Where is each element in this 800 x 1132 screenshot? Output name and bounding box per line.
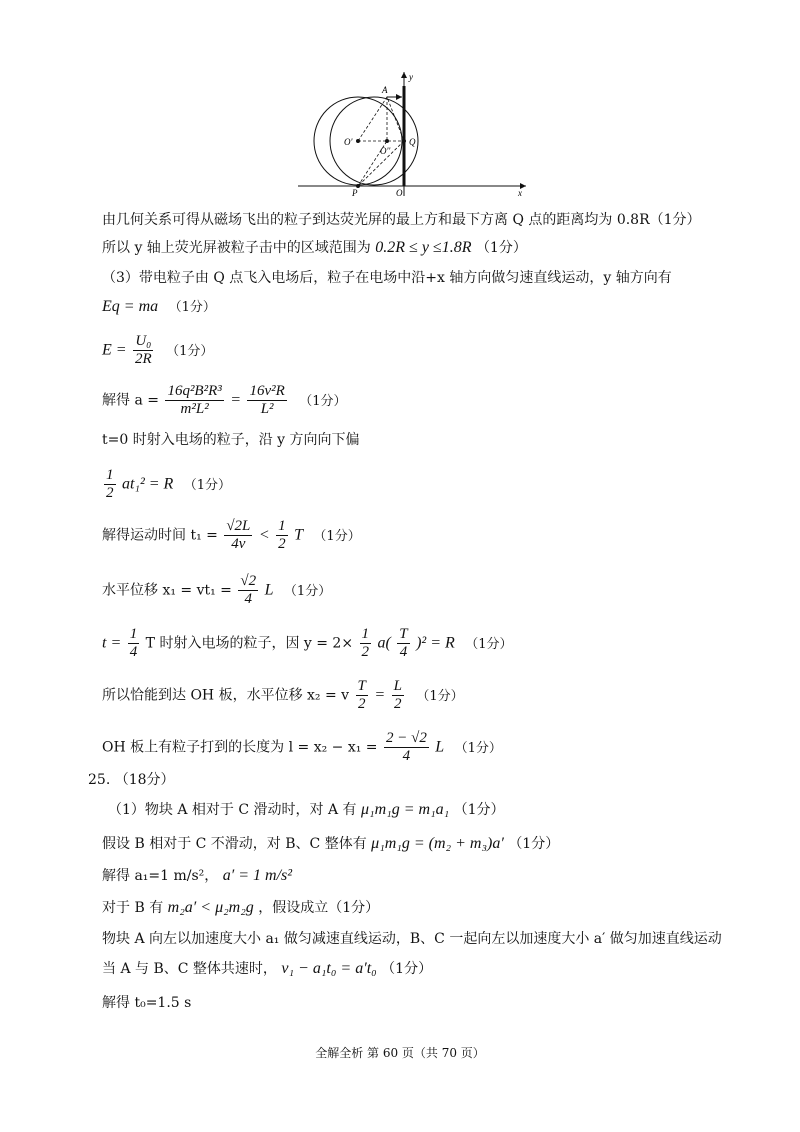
- line-21: 解得 t₀=1.5 s: [102, 995, 192, 1011]
- line-15-formula: μ₁m₁g = m₁a₁: [361, 801, 450, 818]
- page-footer: 全解全析 第 60 页（共 70 页）: [315, 1046, 485, 1060]
- line-12-frac-1: $\frac{T}{2}$: [357, 678, 366, 712]
- line-9-frac-1: $\frac{√2L}{4v}$: [226, 518, 251, 552]
- line-12: [102, 678, 464, 713]
- line-11-lhs: t =: [102, 634, 122, 652]
- line-6: [102, 383, 347, 418]
- line-15-score: （1分）: [453, 802, 505, 818]
- line-9: [102, 518, 361, 553]
- line-4-score: （1分）: [168, 300, 216, 315]
- line-8: [102, 467, 231, 502]
- line-1: 由几何关系可得从磁场飞出的粒子到达荧光屏的最上方和最下方离 Q 点的距离均为 0.8R（1分）: [102, 212, 701, 228]
- line-11-frac-2: $\frac{1}{2}$: [361, 626, 370, 660]
- line-5: [102, 333, 213, 368]
- line-12-score: （1分）: [416, 688, 464, 704]
- line-2-formula: 0.2R ≤ y ≤1.8R: [375, 239, 472, 256]
- line-8-frac: $\frac{1}{2}$: [106, 467, 114, 501]
- line-6-score: （1分）: [299, 393, 347, 409]
- line-11-text: T 时射入电场的粒子，因 y = 2×: [145, 635, 354, 652]
- line-9-lhs: 解得运动时间 t₁ =: [102, 527, 218, 544]
- line-15: [108, 800, 505, 820]
- line-20: [102, 959, 432, 979]
- line-8-score: （1分）: [183, 477, 232, 493]
- line-17: [102, 866, 292, 886]
- line-12-lhs: 所以恰能到达 OH 板，水平位移 x₂ = v: [102, 687, 350, 704]
- line-7: t=0 时射入电场的粒子，沿 y 方向向下偏: [102, 432, 360, 448]
- line-11-frac-1: $\frac{1}{4}$: [129, 626, 138, 660]
- line-5-frac: $\frac{\text{U₀}}{2R}$: [135, 333, 152, 367]
- line-2: [102, 238, 527, 258]
- line-17-text: 解得 a₁=1 m/s²，: [102, 868, 219, 884]
- line-10-l: L: [264, 581, 274, 599]
- line-13-score: （1分）: [454, 740, 502, 756]
- line-13-lhs: OH 板上有粒子打到的长度为 l = x₂ − x₁ =: [102, 739, 378, 756]
- line-4: [102, 297, 216, 318]
- line-12-frac-2: $\frac{L}{2}$: [393, 678, 402, 712]
- line-2-text: 所以 y 轴上荧光屏被粒子击中的区域范围为: [102, 240, 371, 256]
- line-9-score: （1分）: [313, 528, 361, 544]
- geometry-diagram: [292, 68, 532, 198]
- label-p: P: [352, 188, 358, 198]
- line-18-text: 对于 B 有: [102, 900, 164, 916]
- line-11-a: a(: [377, 634, 391, 652]
- line-11: [102, 626, 513, 661]
- line-9-lt: <: [258, 526, 270, 544]
- line-6-eq: =: [230, 391, 242, 409]
- label-x: x: [518, 188, 522, 198]
- line-5-lhs: E =: [102, 341, 127, 359]
- line-17-formula: a′ = 1 m/s²: [222, 867, 293, 884]
- line-8-formula: at₁² = R: [121, 475, 174, 493]
- line-10-score: （1分）: [283, 583, 332, 599]
- line-12-eq: =: [374, 686, 386, 704]
- line-20-text: 当 A 与 B、C 整体共速时，: [102, 961, 277, 977]
- line-20-formula: v₁ − a₁t₀ = a′t₀: [281, 960, 377, 977]
- label-y: y: [409, 72, 413, 82]
- label-o1: O': [344, 137, 353, 147]
- label-o2: O'': [380, 146, 391, 156]
- line-5-score: （1分）: [166, 343, 214, 359]
- line-20-score: （1分）: [381, 961, 433, 977]
- label-q: Q: [409, 137, 416, 147]
- line-4-formula: Eq = ma: [102, 298, 159, 315]
- line-11-rhs: )² = R: [416, 634, 455, 652]
- line-11-frac-3: $\frac{T}{4}$: [399, 626, 408, 660]
- line-10-lhs: 水平位移 x₁ = vt₁ =: [102, 582, 232, 599]
- line-6-lhs: 解得 a =: [102, 392, 159, 409]
- line-16-score: （1分）: [508, 836, 560, 852]
- label-a: A: [382, 85, 388, 95]
- line-18-tail: ，假设成立（1分）: [258, 900, 380, 916]
- line-6-frac-2: $\frac{\text{16v²R}}{\text{L²}}$: [249, 383, 285, 417]
- line-16-formula: μ₁m₁g = (m₂ + m₃)a′: [371, 835, 504, 852]
- line-13-frac: $\frac{2 - √2}{4}$: [385, 730, 427, 764]
- label-o: O: [396, 188, 403, 198]
- line-3: （3）带电粒子由 Q 点飞入电场后，粒子在电场中沿+x 轴方向做匀速直线运动，y 轴方向有: [102, 270, 672, 286]
- line-9-t: T: [294, 526, 303, 544]
- line-9-frac-2: $\frac{1}{2}$: [278, 518, 286, 552]
- question-25-heading: 25. （18分）: [88, 772, 175, 788]
- line-2-score: （1分）: [475, 240, 527, 256]
- line-15-text: （1）物块 A 相对于 C 滑动时，对 A 有: [108, 802, 357, 818]
- line-16: [102, 834, 559, 854]
- line-18: [102, 898, 379, 918]
- line-10-frac: $\frac{√2}{4}$: [240, 573, 257, 607]
- line-6-frac-1: $\frac{\text{16q²B²R³}}{\text{m²L²}}$: [167, 383, 222, 417]
- line-16-text: 假设 B 相对于 C 不滑动，对 B、C 整体有: [102, 836, 367, 852]
- line-11-score: （1分）: [465, 636, 513, 652]
- line-13: [102, 730, 502, 765]
- line-18-formula: m₂a′ < μ₂m₂g: [167, 899, 254, 916]
- line-10: [102, 573, 331, 608]
- line-13-l: L: [435, 738, 445, 756]
- line-19: 物块 A 向左以加速度大小 a₁ 做匀减速直线运动，B、C 一起向左以加速度大小 a′ 做匀加速直线运动: [102, 931, 722, 947]
